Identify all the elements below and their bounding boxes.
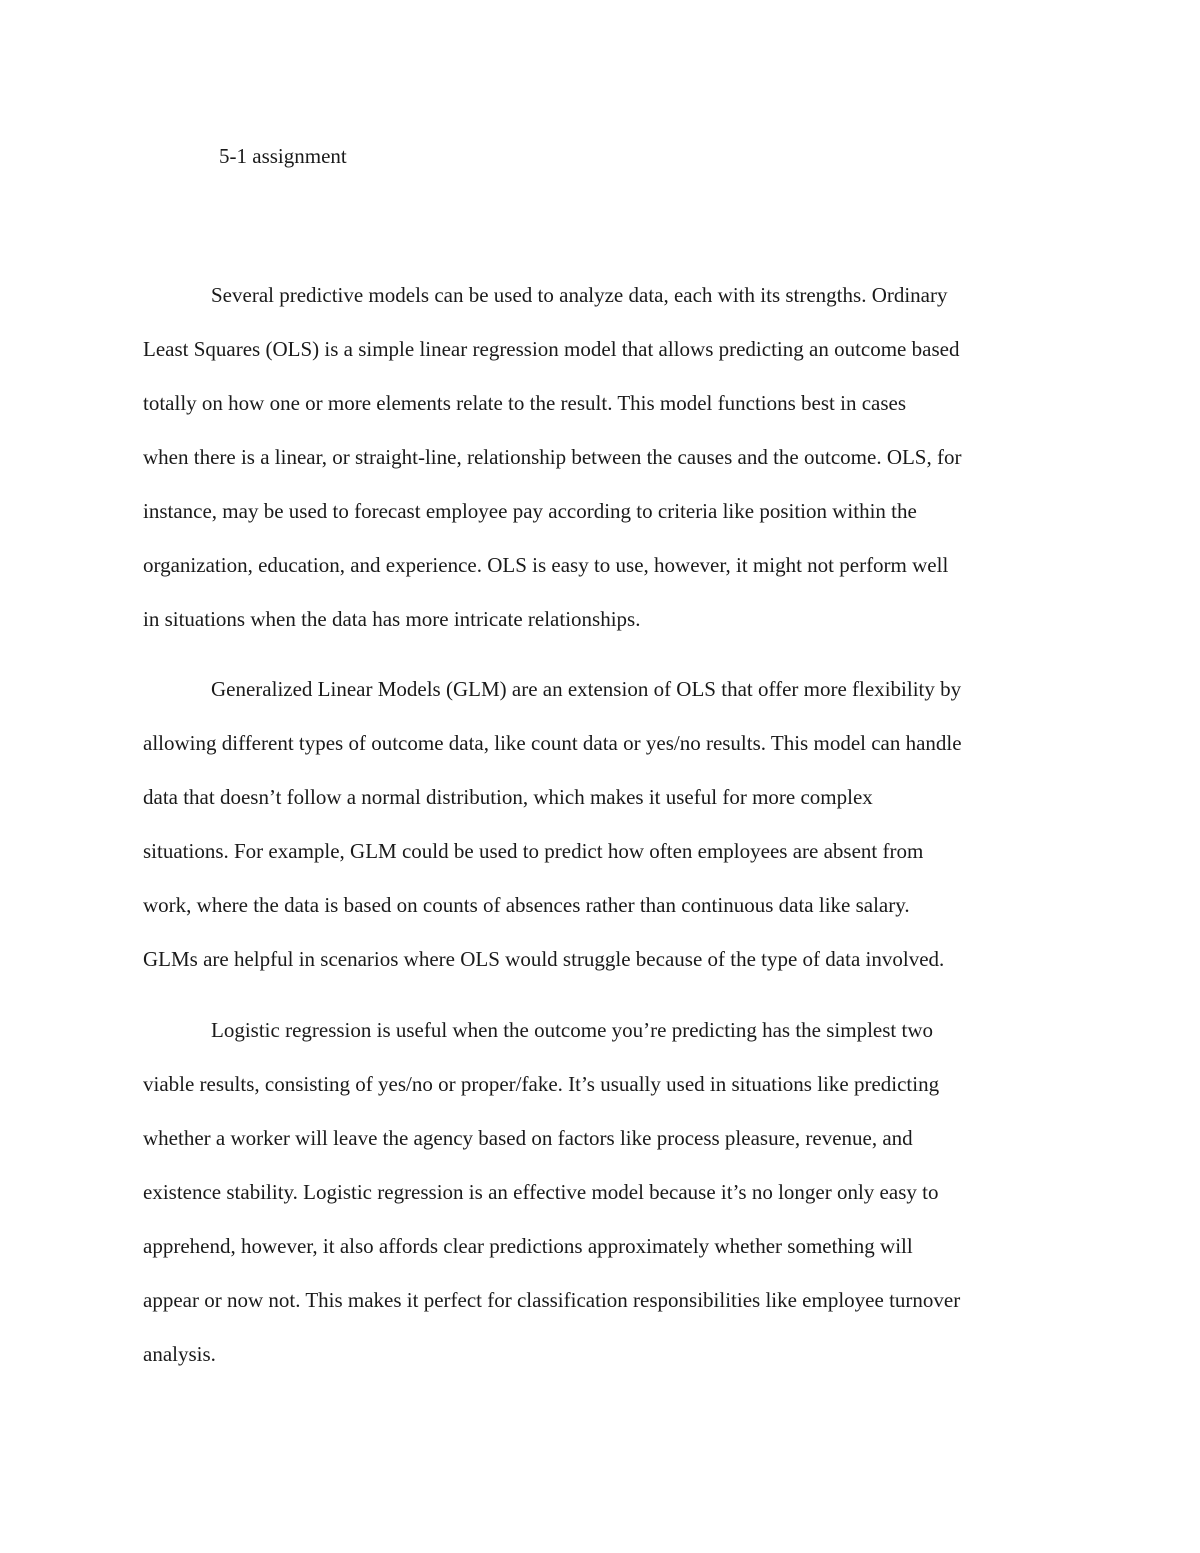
text-line: totally on how one or more elements relate to the result. This model functions best in cases: [143, 391, 907, 415]
text-line: analysis.: [143, 1342, 216, 1366]
text-line: in situations when the data has more intricate relationships.: [143, 607, 641, 631]
text-line: viable results, consisting of yes/no or proper/fake. It’s usually used in situations like predicting: [143, 1072, 940, 1096]
text-line: data that doesn’t follow a normal distribution, which makes it useful for more complex: [143, 785, 873, 809]
paragraph-glm: [143, 662, 1063, 986]
text-line: situations. For example, GLM could be used to predict how often employees are absent from: [143, 839, 924, 863]
paragraph-ols: [143, 268, 1063, 646]
text-line: allowing different types of outcome data, like count data or yes/no results. This model can handle: [143, 731, 962, 755]
document-title: 5-1 assignment: [219, 144, 347, 168]
paragraph-logistic: [143, 1003, 1063, 1381]
text-line: organization, education, and experience. OLS is easy to use, however, it might not perform well: [143, 553, 949, 577]
text-line: existence stability. Logistic regression is an effective model because it’s no longer only easy to: [143, 1180, 939, 1204]
text-line: appear or now not. This makes it perfect for classification responsibilities like employee turnover: [143, 1288, 961, 1312]
text-line: Several predictive models can be used to analyze data, each with its strengths. Ordinary: [211, 283, 948, 307]
text-line: whether a worker will leave the agency based on factors like process pleasure, revenue, and: [143, 1126, 913, 1150]
text-line: when there is a linear, or straight-line, relationship between the causes and the outcome. OLS, for: [143, 445, 962, 469]
text-line: Least Squares (OLS) is a simple linear regression model that allows predicting an outcome based: [143, 337, 960, 361]
text-line: work, where the data is based on counts of absences rather than continuous data like salary.: [143, 893, 910, 917]
text-line: instance, may be used to forecast employee pay according to criteria like position within the: [143, 499, 917, 523]
text-line: Logistic regression is useful when the outcome you’re predicting has the simplest two: [211, 1018, 934, 1042]
text-line: Generalized Linear Models (GLM) are an extension of OLS that offer more flexibility by: [211, 677, 962, 701]
text-line: GLMs are helpful in scenarios where OLS would struggle because of the type of data involved.: [143, 947, 945, 971]
text-line: apprehend, however, it also affords clear predictions approximately whether something will: [143, 1234, 913, 1258]
